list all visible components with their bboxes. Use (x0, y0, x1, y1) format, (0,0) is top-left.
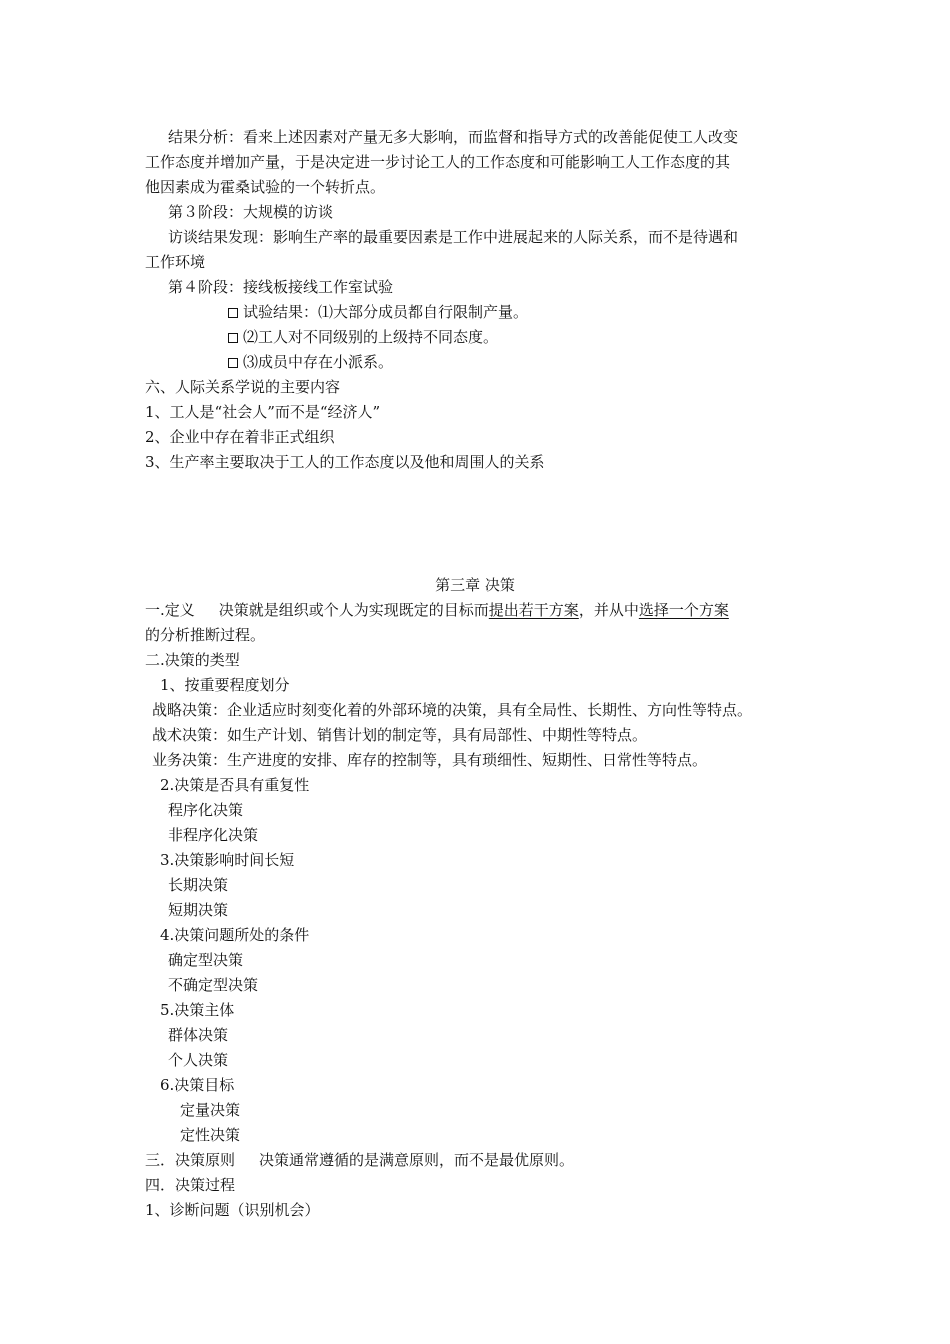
type-3-heading: 3.决策影响时间长短 (160, 851, 295, 869)
principle-text: 决策通常遵循的是满意原则，而不是最优原则。 (259, 1151, 575, 1169)
type-2-item: 非程序化决策 (168, 826, 259, 844)
checkbox-square-icon (228, 358, 238, 368)
type-1-item: 战略决策：企业适应时刻变化着的外部环境的决策，具有全局性、长期性、方向性等特点。 (152, 701, 753, 719)
bullet-text: ⑵工人对不同级别的上级持不同态度。 (243, 328, 499, 346)
type-4-heading: 4.决策问题所处的条件 (160, 926, 310, 944)
definition-line-1 (145, 600, 729, 620)
type-2-heading: 2.决策是否具有重复性 (160, 776, 310, 794)
stage-4-heading: 第４阶段：接线板接线工作室试验 (168, 278, 394, 296)
type-6-item: 定量决策 (180, 1101, 241, 1119)
stage-3-heading: 第３阶段：大规模的访谈 (168, 203, 334, 221)
type-6-item: 定性决策 (180, 1126, 241, 1144)
definition-label: 一.定义 (145, 601, 195, 619)
principle-label: 三．决策原则 (145, 1151, 236, 1169)
type-3-item: 长期决策 (168, 876, 229, 894)
result-analysis-line-2: 工作态度并增加产量，于是决定进一步讨论工人的工作态度和可能影响工人工作态度的其 (145, 153, 731, 171)
type-6-heading: 6.决策目标 (160, 1076, 235, 1094)
bullet-item (228, 302, 528, 322)
checkbox-square-icon (228, 308, 238, 318)
process-item-1: 1、诊断问题（识别机会） (145, 1201, 320, 1219)
types-heading: 二.决策的类型 (145, 651, 240, 669)
checkbox-square-icon (228, 333, 238, 343)
process-heading: 四．决策过程 (145, 1176, 236, 1194)
type-1-item: 业务决策：生产进度的安排、库存的控制等，具有琐细性、短期性、日常性等特点。 (152, 751, 708, 769)
type-1-heading: 1、按重要程度划分 (160, 676, 290, 694)
bullet-text: ⑶成员中存在小派系。 (243, 353, 394, 371)
type-5-heading: 5.决策主体 (160, 1001, 235, 1019)
type-1-item: 战术决策：如生产计划、销售计划的制定等，具有局部性、中期性等特点。 (152, 726, 648, 744)
point-item-1: 1、工人是“社会人”而不是“经济人” (145, 403, 381, 421)
underlined-phrase: 选择一个方案 (638, 601, 729, 619)
type-3-item: 短期决策 (168, 901, 229, 919)
principle-line (145, 1150, 574, 1170)
bullet-item (228, 352, 393, 372)
type-5-item: 个人决策 (168, 1051, 229, 1069)
type-5-item: 群体决策 (168, 1026, 229, 1044)
bullet-text: 试验结果：⑴大部分成员都自行限制产量。 (243, 303, 529, 321)
underlined-phrase: 提出若干方案 (488, 601, 579, 619)
type-4-item: 不确定型决策 (168, 976, 259, 994)
interview-result-line-2: 工作环境 (145, 253, 206, 271)
bullet-item (228, 327, 498, 347)
definition-line-2: 的分析推断过程。 (145, 626, 266, 644)
point-item-3: 3、生产率主要取决于工人的工作态度以及他和周围人的关系 (145, 453, 545, 471)
type-4-item: 确定型决策 (168, 951, 244, 969)
type-2-item: 程序化决策 (168, 801, 244, 819)
point-item-2: 2、企业中存在着非正式组织 (145, 428, 335, 446)
chapter-title: 第三章 决策 (435, 576, 515, 594)
result-analysis-line-1: 结果分析：看来上述因素对产量无多大影响，而监督和指导方式的改善能促使工人改变 (168, 128, 739, 146)
definition-text: 决策就是组织或个人为实现既定的目标而 (218, 601, 489, 619)
definition-text: ，并从中 (578, 601, 639, 619)
interview-result-line-1: 访谈结果发现：影响生产率的最重要因素是工作中进展起来的人际关系，而不是待遇和 (168, 228, 739, 246)
result-analysis-line-3: 他因素成为霍桑试验的一个转折点。 (145, 178, 386, 196)
section-heading-6: 六、人际关系学说的主要内容 (145, 378, 341, 396)
